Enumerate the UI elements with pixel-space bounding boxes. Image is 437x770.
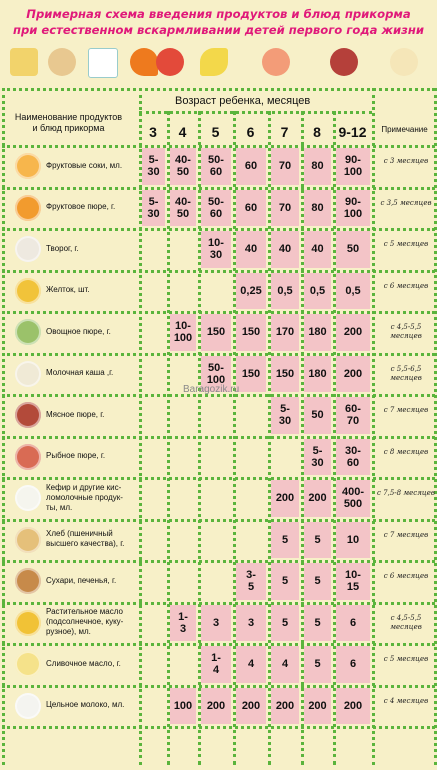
dose-cell: 1- 3 <box>170 605 196 642</box>
dose-cell: 70 <box>271 148 299 185</box>
dose-cell <box>142 688 165 725</box>
dose-cell <box>236 439 266 476</box>
product-name: Кефир и другие кис- ломолочные продук- ты, мл. <box>46 482 123 512</box>
dose-cell: 80 <box>304 148 331 185</box>
chicken-icon <box>390 48 418 76</box>
dose-cell: 70 <box>271 190 299 227</box>
product-header: Наименование продуктов и блюд прикорма <box>14 112 123 133</box>
dose-cell: 0,5 <box>336 273 370 310</box>
dose-cell <box>271 439 299 476</box>
dose-cell: 6 <box>336 605 370 642</box>
dose-cell: 5 <box>271 522 299 559</box>
dose-cell: 150 <box>236 356 266 393</box>
dose-cell <box>142 646 165 683</box>
dose-cell: 10- 30 <box>201 231 231 268</box>
dose-cell: 40 <box>304 231 331 268</box>
dose-cell <box>142 314 165 351</box>
milk-icon <box>15 693 41 719</box>
dose-cell <box>201 522 231 559</box>
product-name: Фруктовое пюре, г. <box>46 202 116 212</box>
product-name: Хлеб (пшеничный высшего качества), г. <box>46 529 125 549</box>
dose-cell: 60 <box>236 148 266 185</box>
dotted-row-divider <box>139 111 372 114</box>
dose-cell: 4 <box>236 646 266 683</box>
month-label: 3 <box>149 124 157 140</box>
dose-cell: 200 <box>304 480 331 517</box>
dose-cell: 50- 60 <box>201 148 231 185</box>
dose-cell: 40- 50 <box>170 190 196 227</box>
dose-cell: 90- 100 <box>336 190 370 227</box>
page-title <box>4 6 433 38</box>
dose-cell <box>170 231 196 268</box>
dose-cell: 170 <box>271 314 299 351</box>
dose-cell: 200 <box>271 480 299 517</box>
month-label: 4 <box>178 124 187 140</box>
dose-cell: 40 <box>236 231 266 268</box>
dose-cell: 50 <box>304 397 331 434</box>
row-note: с 3,5 месяцев <box>380 198 432 207</box>
dose-cell: 150 <box>201 314 231 351</box>
row-note: с 8 месяцев <box>383 447 429 456</box>
product-name: Желток, шт. <box>46 285 90 295</box>
month-label: 9-12 <box>338 124 367 140</box>
dose-cell: 3 <box>236 605 266 642</box>
dose-cell <box>142 563 165 600</box>
note-header: Примечание <box>381 125 428 134</box>
food-illustration-strip <box>0 44 437 86</box>
dose-cell <box>170 273 196 310</box>
dose-cell: 5 <box>271 605 299 642</box>
cheese-icon <box>10 48 38 76</box>
dose-cell: 10- 100 <box>170 314 196 351</box>
dose-cell <box>236 480 266 517</box>
dose-cell: 80 <box>304 190 331 227</box>
dose-cell: 50- 60 <box>201 190 231 227</box>
row-note: с 5 месяцев <box>383 240 429 248</box>
dose-cell: 0,25 <box>236 273 266 310</box>
dose-cell: 30- 60 <box>336 439 370 476</box>
dose-cell <box>170 480 196 517</box>
apple-icon <box>156 48 184 76</box>
dose-cell: 3 <box>201 605 231 642</box>
dose-cell: 400- 500 <box>336 480 370 517</box>
dose-cell: 5 <box>271 563 299 600</box>
watermark: Baragozik.ru <box>183 384 240 395</box>
dotted-row-divider <box>2 88 435 91</box>
month-label: 5 <box>211 124 220 140</box>
title-line-1: Примерная схема введения продуктов и блюд прикорма <box>26 7 411 21</box>
dose-cell <box>236 397 266 434</box>
dotted-row-divider <box>2 726 435 729</box>
dose-cell: 5- 30 <box>271 397 299 434</box>
product-name: Мясное пюре, г. <box>46 409 105 419</box>
month-label: 8 <box>313 124 321 140</box>
dose-cell: 3- 5 <box>236 563 266 600</box>
dose-cell: 50- 100 <box>201 356 231 393</box>
egg-yolk-icon <box>15 278 41 304</box>
dose-cell: 180 <box>304 356 331 393</box>
fish-icon <box>262 48 290 76</box>
row-note: с 7,5-8 месяцев <box>377 489 435 497</box>
dose-cell: 10 <box>336 522 370 559</box>
carrot-icon <box>130 48 158 76</box>
dose-cell: 200 <box>336 314 370 351</box>
dose-cell: 90- 100 <box>336 148 370 185</box>
title-line-2: при естественном вскармливании детей первого года жизни <box>12 23 425 37</box>
dose-cell: 40 <box>271 231 299 268</box>
dose-cell: 10- 15 <box>336 563 370 600</box>
dose-cell <box>142 480 165 517</box>
vegetable-puree-icon <box>15 319 41 345</box>
row-note: с 5 месяцев <box>383 655 429 663</box>
dose-cell: 5 <box>304 522 331 559</box>
dose-cell <box>201 480 231 517</box>
dose-cell: 60- 70 <box>336 397 370 434</box>
month-label: 6 <box>246 124 255 140</box>
dose-cell <box>142 439 165 476</box>
row-note: с 3 месяцев <box>383 157 429 165</box>
meat-puree-icon <box>15 402 41 428</box>
dose-cell: 6 <box>336 646 370 683</box>
dose-cell <box>142 273 165 310</box>
product-name: Творог, г. <box>46 243 79 253</box>
product-name: Сухари, печенья, г. <box>46 575 117 585</box>
bread-icon <box>15 527 41 553</box>
kefir-icon <box>15 485 41 511</box>
dose-cell <box>142 605 165 642</box>
product-name: Овощное пюре, г. <box>46 326 111 336</box>
dotted-column-divider <box>2 88 5 765</box>
month-label: 7 <box>280 124 289 140</box>
row-note: с 4,5-5,5 месяцев <box>390 323 422 340</box>
biscuit-icon <box>15 568 41 594</box>
dose-cell: 150 <box>271 356 299 393</box>
banana-icon <box>200 48 228 76</box>
row-note: с 4,5-5,5 месяцев <box>390 613 422 631</box>
juice-icon <box>15 153 41 179</box>
row-note: с 6 месяцев <box>383 572 429 580</box>
dose-cell: 40- 50 <box>170 148 196 185</box>
dose-cell <box>142 231 165 268</box>
butter-icon <box>15 651 41 677</box>
dose-cell: 200 <box>236 688 266 725</box>
row-note: с 6 месяцев <box>383 281 429 290</box>
dose-cell: 5- 30 <box>304 439 331 476</box>
dose-cell <box>170 522 196 559</box>
product-name: Молочная каша ,г. <box>46 368 114 378</box>
dose-cell: 200 <box>336 688 370 725</box>
dose-cell: 0,5 <box>271 273 299 310</box>
fish-puree-icon <box>15 444 41 470</box>
dose-cell: 5 <box>304 605 331 642</box>
bread-loaf-icon <box>48 48 76 76</box>
dose-cell <box>170 563 196 600</box>
dose-cell <box>201 563 231 600</box>
product-name: Растительное масло (подсолнечное, куку- рузное), мл. <box>46 607 124 637</box>
row-note: с 4 месяцев <box>383 696 429 705</box>
row-note: с 7 месяцев <box>383 530 429 539</box>
dose-cell: 100 <box>170 688 196 725</box>
dose-cell: 200 <box>271 688 299 725</box>
dose-cell: 180 <box>304 314 331 351</box>
dose-cell <box>170 397 196 434</box>
cottage-cheese-icon <box>15 236 41 262</box>
dose-cell <box>170 439 196 476</box>
dose-cell: 50 <box>336 231 370 268</box>
fruit-puree-icon <box>15 195 41 221</box>
dose-cell <box>201 273 231 310</box>
oil-icon <box>15 610 41 636</box>
dose-cell: 150 <box>236 314 266 351</box>
dose-cell: 5 <box>304 563 331 600</box>
porridge-icon <box>15 361 41 387</box>
dose-cell: 60 <box>236 190 266 227</box>
product-name: Рыбное пюре, г. <box>46 451 106 461</box>
dose-cell: 5- 30 <box>142 148 165 185</box>
product-name: Цельное молоко, мл. <box>46 700 125 710</box>
dose-cell: 5- 30 <box>142 190 165 227</box>
dose-cell: 0,5 <box>304 273 331 310</box>
age-header: Возраст ребенка, месяцев <box>175 95 311 107</box>
dose-cell <box>201 397 231 434</box>
dose-cell <box>236 522 266 559</box>
row-note: с 5,5-6,5 месяцев <box>390 364 422 382</box>
dose-cell: 5 <box>304 646 331 683</box>
steak-icon <box>330 48 358 76</box>
dose-cell: 200 <box>336 356 370 393</box>
product-name: Фруктовые соки, мл. <box>46 160 123 170</box>
dose-cell: 1- 4 <box>201 646 231 683</box>
dose-cell <box>170 646 196 683</box>
dose-cell: 4 <box>271 646 299 683</box>
row-note: с 7 месяцев <box>383 406 429 414</box>
dose-cell <box>142 397 165 434</box>
milk-carton-icon <box>88 48 118 78</box>
dose-cell <box>201 439 231 476</box>
dose-cell <box>142 356 165 393</box>
dose-cell: 200 <box>304 688 331 725</box>
product-name: Сливочное масло, г. <box>46 658 121 668</box>
dose-cell <box>142 522 165 559</box>
dose-cell: 200 <box>201 688 231 725</box>
